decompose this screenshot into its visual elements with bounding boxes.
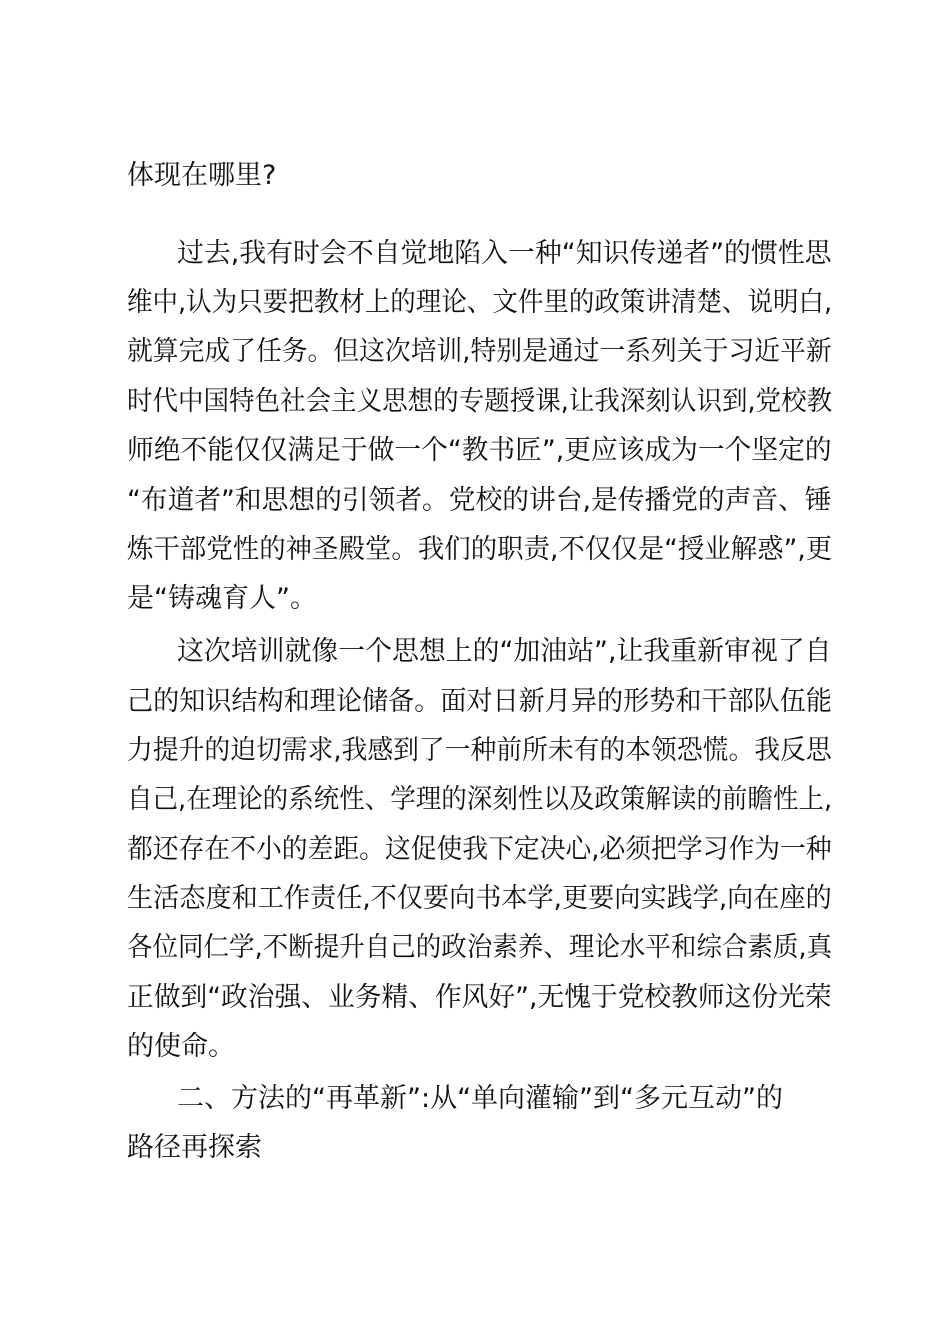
text-line: 都还存在不小的差距。这促使我下定决心,必须把学习作为一种 xyxy=(127,834,832,865)
text-line: 自己,在理论的系统性、学理的深刻性以及政策解读的前瞻性上, xyxy=(127,784,833,815)
text-line: 的使命。 xyxy=(127,1031,235,1062)
text-line: 各位同仁学,不断提升自己的政治素养、理论水平和综合素质,真 xyxy=(127,932,833,963)
text-line: 炼干部党性的神圣殿堂。我们的职责,不仅仅是“授业解惑”,更 xyxy=(127,534,833,565)
text-line: 体现在哪里? xyxy=(127,160,277,191)
text-line: 是“铸魂育人”。 xyxy=(127,583,317,614)
text-line: 就算完成了任务。但这次培训,特别是通过一系列关于习近平新 xyxy=(127,336,832,367)
paragraph-start-line: 过去,我有时会不自觉地陷入一种“知识传递者”的惯性思 xyxy=(177,238,832,269)
text-line: 时代中国特色社会主义思想的专题授课,让我深刻认识到,党校教 xyxy=(127,386,833,417)
section-heading-line: 路径再探索 xyxy=(127,1132,262,1163)
text-line: 师绝不能仅仅满足于做一个“教书匠”,更应该成为一个坚定的 xyxy=(127,435,832,466)
text-line: 己的知识结构和理论储备。面对日新月异的形势和干部队伍能 xyxy=(127,686,833,717)
text-line: 正做到“政治强、业务精、作风好”,无愧于党校教师这份光荣 xyxy=(127,982,832,1013)
text-line: 生活态度和工作责任,不仅要向书本学,更要向实践学,向在座的 xyxy=(127,883,832,914)
paragraph-start-line: 这次培训就像一个思想上的“加油站”,让我重新审视了自 xyxy=(177,636,832,667)
section-heading-line: 二、方法的“再革新”:从“单向灌输”到“多元互动”的 xyxy=(177,1083,784,1114)
text-line: 力提升的迫切需求,我感到了一种前所未有的本领恐慌。我反思 xyxy=(127,735,832,766)
text-line: “布道者”和思想的引领者。党校的讲台,是传播党的声音、锤 xyxy=(127,485,832,516)
text-line: 维中,认为只要把教材上的理论、文件里的政策讲清楚、说明白, xyxy=(127,287,833,318)
